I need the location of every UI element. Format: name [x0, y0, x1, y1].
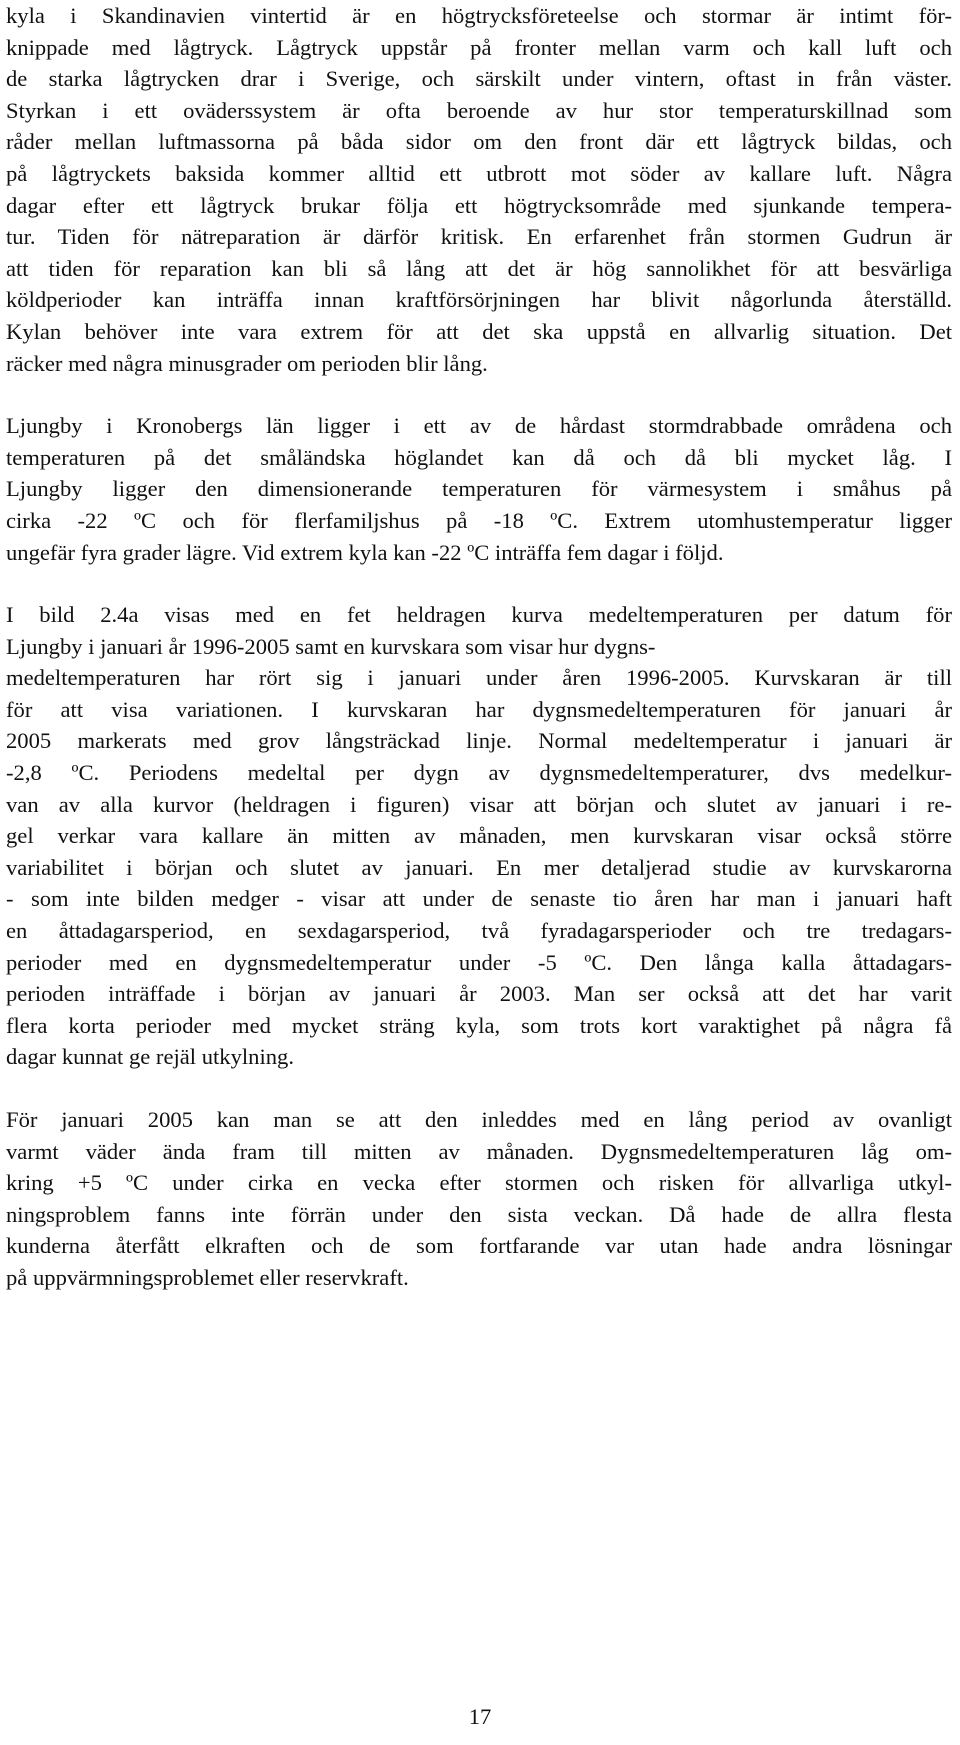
text-line: I bild 2.4a visas med en fet heldragen kurva medeltemperaturen per datum för: [6, 602, 952, 628]
text-line: dagar kunnat ge rejäl utkylning.: [6, 1044, 294, 1070]
page-number: 17: [468, 1704, 492, 1729]
paragraph-gap: [6, 568, 952, 599]
text-line: tur. Tiden för nätreparation är därför kritisk. En erfarenhet från stormen Gudrun är: [6, 224, 952, 250]
text-line: en åttadagarsperiod, en sexdagarsperiod, två fyradagarsperioder och tre tredagars-: [6, 918, 952, 944]
text-line: ungefär fyra grader lägre. Vid extrem kyla kan -22 ºC inträffa fem dagar i följd.: [6, 539, 724, 565]
text-line: på lågtryckets baksida kommer alltid ett utbrott mot söder av kallare luft. Några: [6, 160, 952, 186]
text-line: -2,8 ºC. Periodens medeltal per dygn av dygnsmedeltemperaturer, dvs medelkur-: [6, 760, 952, 786]
text-line: Styrkan i ett oväderssystem är ofta beroende av hur stor temperaturskillnad som: [6, 97, 952, 123]
text-line: på uppvärmningsproblemet eller reservkraft.: [6, 1264, 409, 1290]
text-line: kunderna återfått elkraften och de som fortfarande var utan hade andra lösningar: [6, 1233, 952, 1259]
paragraph: [6, 410, 952, 568]
text-line: gel verkar vara kallare än mitten av månaden, men kurvskaran visar också större: [6, 823, 952, 849]
text-line: Ljungby i Kronobergs län ligger i ett av de hårdast stormdrabbade områdena och: [6, 413, 952, 439]
text-line: perioder med en dygnsmedeltemperatur under -5 ºC. Den långa kalla åttadagars-: [6, 949, 952, 975]
text-line: flera korta perioder med mycket sträng kyla, som trots kort varaktighet på några få: [6, 1012, 952, 1038]
paragraph: [6, 0, 952, 379]
text-line: medeltemperaturen har rört sig i januari under åren 1996-2005. Kurvskaran är till: [6, 665, 952, 691]
text-line: råder mellan luftmassorna på båda sidor om den front där ett lågtryck bildas, och: [6, 129, 952, 155]
text-line: cirka -22 ºC och för flerfamiljshus på -18 ºC. Extrem utomhustemperatur ligger: [6, 507, 952, 533]
text-line: variabilitet i början och slutet av januari. En mer detaljerad studie av kurvskarorna: [6, 854, 952, 880]
document-page: [6, 0, 952, 1294]
paragraph-gap: [6, 379, 952, 410]
text-line: Ljungby ligger den dimensionerande temperaturen för värmesystem i småhus på: [6, 476, 952, 502]
paragraph: [6, 1104, 952, 1294]
text-line: kring +5 ºC under cirka en vecka efter stormen och risken för allvarliga utkyl-: [6, 1170, 952, 1196]
text-line: köldperioder kan inträffa innan kraftförsörjningen har blivit någorlunda återställd.: [6, 287, 952, 313]
text-line: Kylan behöver inte vara extrem för att det ska uppstå en allvarlig situation. Det: [6, 318, 952, 344]
text-line: kyla i Skandinavien vintertid är en högtrycksföreteelse och stormar är intimt för-: [6, 3, 952, 28]
text-line: Ljungby i januari år 1996-2005 samt en kurvskara som visar hur dygns-: [6, 633, 656, 659]
text-line: räcker med några minusgrader om perioden blir lång.: [6, 350, 488, 376]
text-line: att tiden för reparation kan bli så lång att det är hög sannolikhet för att besvärliga: [6, 255, 952, 281]
text-line: temperaturen på det småländska höglandet kan då och då bli mycket låg. I: [6, 444, 952, 470]
text-line: varmt väder ända fram till mitten av månaden. Dygnsmedeltemperaturen låg om-: [6, 1138, 952, 1164]
text-line: 2005 markerats med grov långsträckad linje. Normal medeltemperatur i januari är: [6, 728, 952, 754]
text-line: knippade med lågtryck. Lågtryck uppstår på fronter mellan varm och kall luft och: [6, 34, 952, 60]
paragraph: [6, 599, 952, 1073]
text-line: de starka lågtrycken drar i Sverige, och särskilt under vintern, oftast in från väster.: [6, 66, 952, 92]
text-line: för att visa variationen. I kurvskaran har dygnsmedeltemperaturen för januari år: [6, 696, 952, 722]
text-line: ningsproblem fanns inte förrän under den sista veckan. Då hade de allra flesta: [6, 1201, 952, 1227]
text-line: dagar efter ett lågtryck brukar följa ett högtrycksområde med sjunkande tempera-: [6, 192, 952, 218]
body-text: [6, 0, 952, 1294]
text-line: perioden inträffade i början av januari år 2003. Man ser också att det har varit: [6, 981, 952, 1007]
paragraph-gap: [6, 1073, 952, 1104]
text-line: För januari 2005 kan man se att den inleddes med en lång period av ovanligt: [6, 1107, 952, 1132]
text-line: van av alla kurvor (heldragen i figuren) visar att början och slutet av januari i re-: [6, 791, 952, 817]
text-line: - som inte bilden medger - visar att under de senaste tio åren har man i januari haft: [6, 886, 952, 912]
